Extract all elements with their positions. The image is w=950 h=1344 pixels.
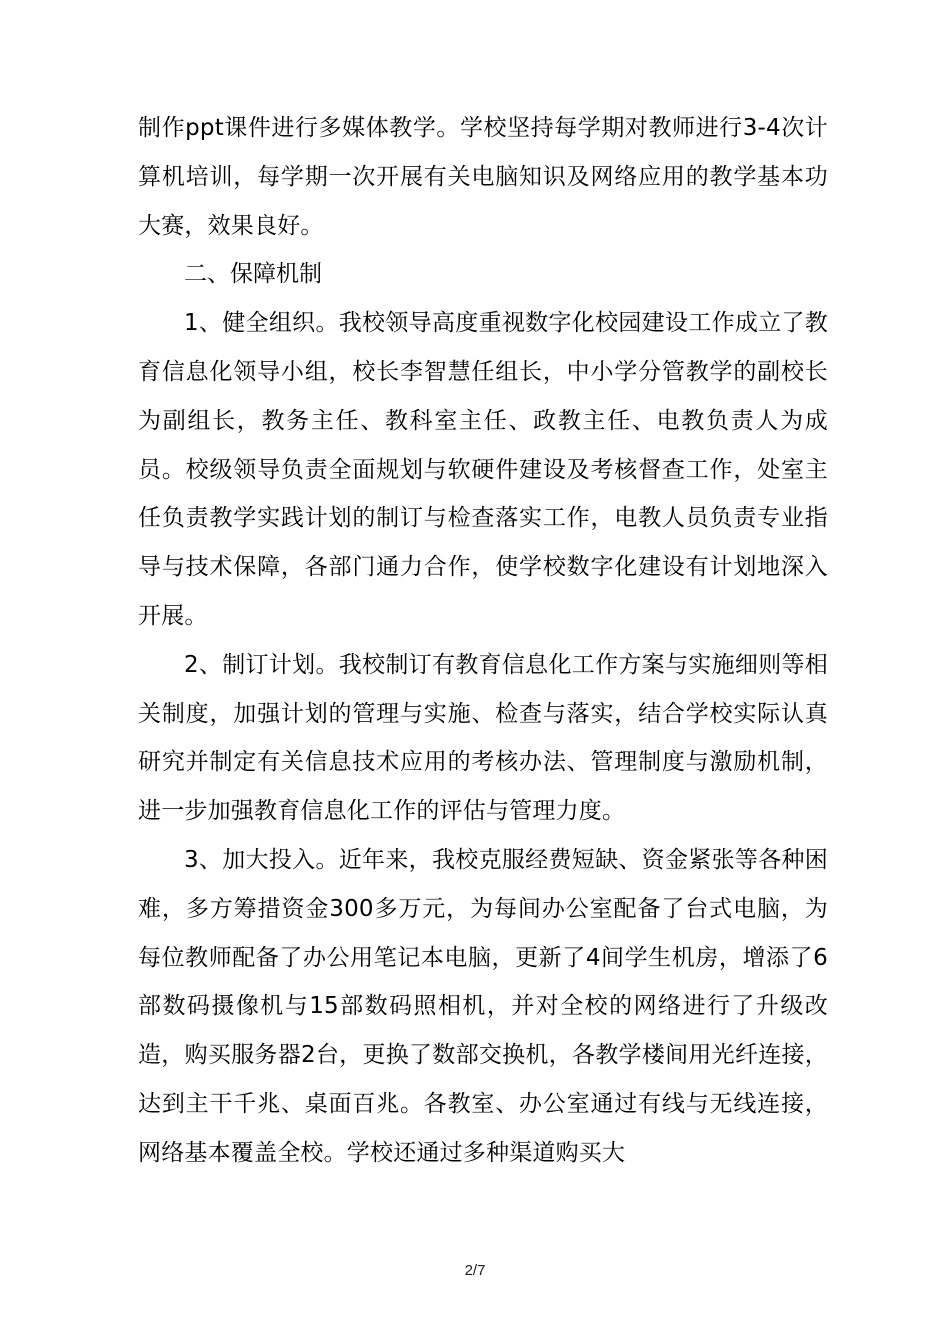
paragraph-planning: 2、制订计划。我校制订有教育信息化工作方案与实施细则等相关制度，加强计划的管理与实施、检查与落实，结合学校实际认真研究并制定有关信息技术应用的考核办法、管理制度与激励机制，进一步加强教育信息化工作的评估与管理力度。 xyxy=(138,651,828,825)
paragraph-investment: 3、加大投入。近年来，我校克服经费短缺、资金紧张等各种困难，多方筹措资金300多万元，为每间办公室配备了台式电脑，为每位教师配备了办公用笔记本电脑，更新了4间学生机房，增添了6部数码摄像机与15部数码照相机，并对全校的网络进行了升级改造，购买服务器2台，更换了数部交换机，各教学楼间用光纤连接，达到主干千兆、桌面百兆。各教室、办公室通过有线与无线连接，网络基本覆盖全校。学校还通过多种渠道购买大 xyxy=(138,846,828,1166)
page-number: 2/7 xyxy=(464,1262,486,1279)
paragraph-organization: 1、健全组织。我校领导高度重视数字化校园建设工作成立了教育信息化领导小组，校长李智慧任组长，中小学分管教学的副校长为副组长，教务主任、教科室主任、政教主任、电教负责人为成员。校级领导负责全面规划与软硬件建设及考核督查工作，处室主任负责教学实践计划的制订与检查落实工作，电教人员负责专业指导与技术保障，各部门通力合作，使学校数字化建设有计划地深入开展。 xyxy=(138,310,828,629)
paragraph-continuation: 制作ppt课件进行多媒体教学。学校坚持每学期对教师进行3-4次计算机培训，每学期一次开展有关电脑知识及网络应用的教学基本功大赛，效果良好。 xyxy=(138,115,828,239)
section-heading: 二、保障机制 xyxy=(184,261,322,288)
document-body xyxy=(138,104,828,1178)
